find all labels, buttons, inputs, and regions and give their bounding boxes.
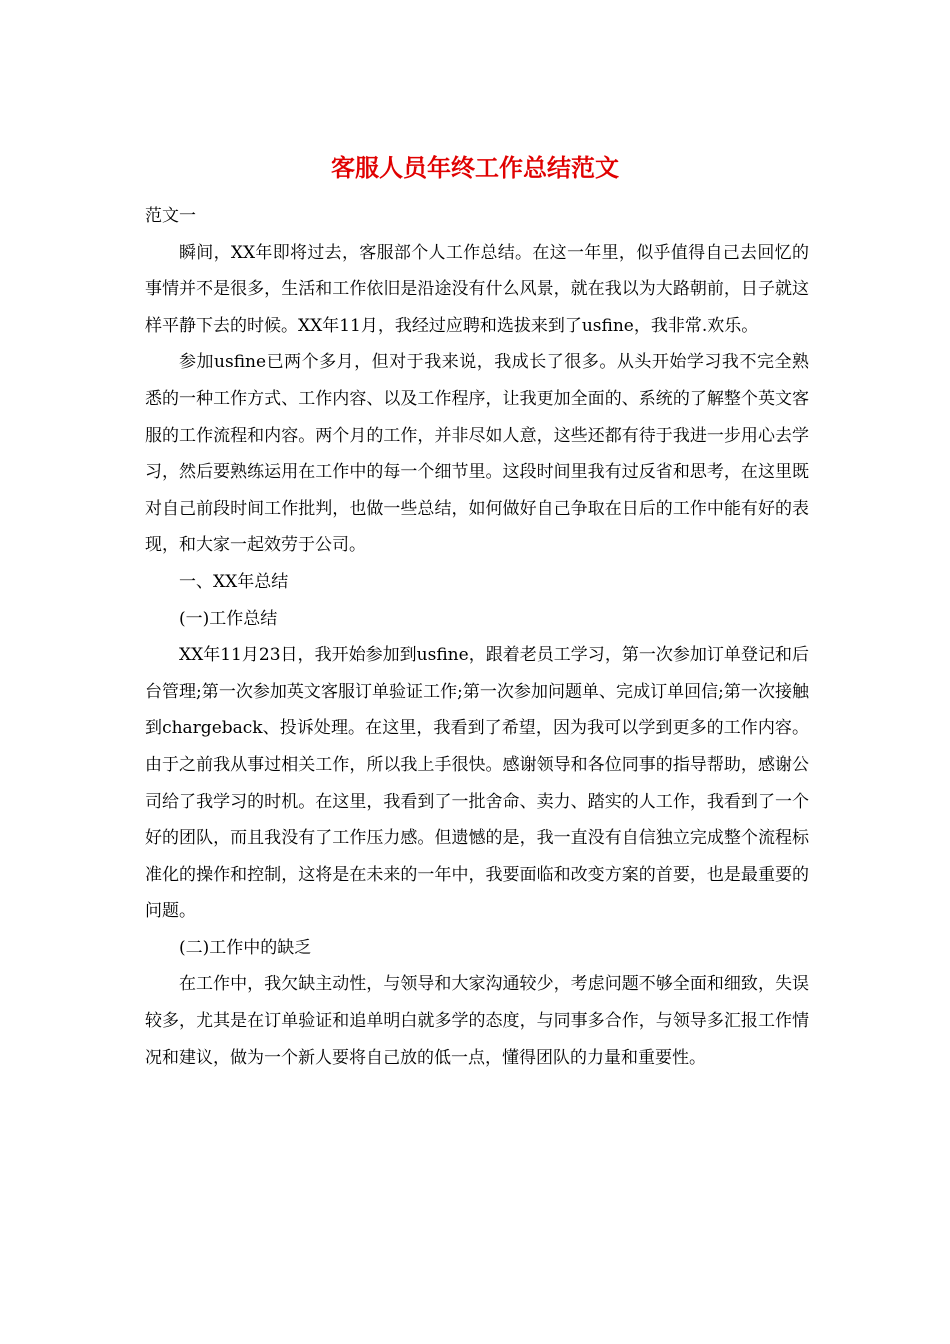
heading-year-summary: 一、XX年总结 xyxy=(179,571,289,592)
paragraph-shortcomings: 在工作中，我欠缺主动性，与领导和大家沟通较少，考虑问题不够全面和细致，失误较多，尤其是在订单验证和追单明白就多学的态度，与同事多合作，与领导多汇报工作情况和建议，做为一个新人要将自己放的低一点，懂得团队的力量和重要性。 xyxy=(145,974,809,1068)
subheading-work-summary: (一)工作总结 xyxy=(179,608,278,629)
paragraph-work-summary: XX年11月23日，我开始参加到usfine，跟着老员工学习，第一次参加订单登记和后台管理;第一次参加英文客服订单验证工作;第一次参加问题单、完成订单回信;第一次接触到chargeback、投诉处理。在这里，我看到了希望，因为我可以学到更多的工作内容。由于之前我从事过相关工作，所以我上手很快。感谢领导和各位同事的指导帮助，感谢公司给了我学习的时机。在这里，我看到了一批舍命、卖力、踏实的人工作，我看到了一个好的团队，而且我没有了工作压力感。但遗憾的是，我一直没有自信独立完成整个流程标准化的操作和控制，这将是在未来的一年中，我要面临和改变方案的首要，也是最重要的问题。 xyxy=(145,645,809,922)
section-label: 范文一 xyxy=(145,206,196,226)
subheading-shortcomings: (二)工作中的缺乏 xyxy=(179,937,312,958)
paragraph-intro: 瞬间，XX年即将过去，客服部个人工作总结。在这一年里，似乎值得自己去回忆的事情并不是很多，生活和工作依旧是沿途没有什么风景，就在我以为大路朝前，日子就这样平静下去的时候。XX年11月，我经过应聘和选拔来到了usfine，我非常.欢乐。 xyxy=(145,242,809,336)
paragraph-growth: 参加usfine已两个多月，但对于我来说，我成长了很多。从头开始学习我不完全熟悉的一种工作方式、工作内容、以及工作程序，让我更加全面的、系统的了解整个英文客服的工作流程和内容。两个月的工作，并非尽如人意，这些还都有待于我进一步用心去学习，然后要熟练运用在工作中的每一个细节里。这段时间里我有过反省和思考，在这里既对自己前段时间工作批判，也做一些总结，如何做好自己争取在日后的工作中能有好的表现，和大家一起效劳于公司。 xyxy=(145,352,809,556)
document-body xyxy=(145,198,809,1076)
document-title: 客服人员年终工作总结范文 xyxy=(331,153,619,182)
